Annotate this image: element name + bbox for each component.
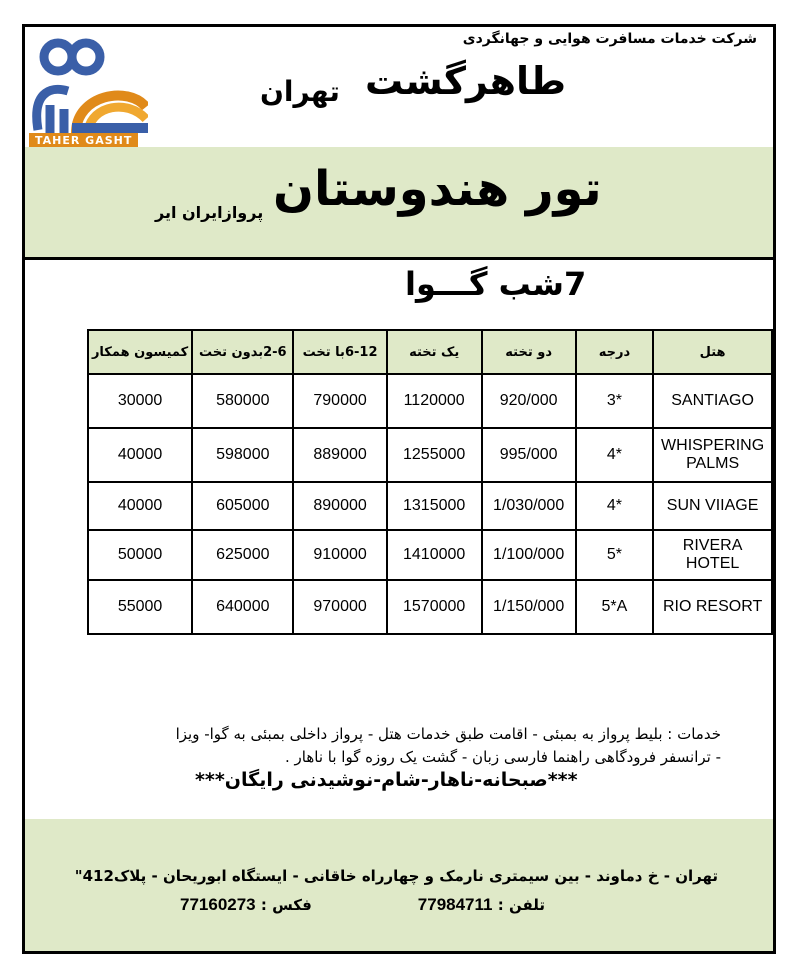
- child-2-6-cell: 625000: [192, 530, 293, 580]
- flyer-frame: [22, 24, 776, 954]
- child-2-6-cell: 598000: [192, 428, 293, 482]
- double-cell: 1/150/000: [482, 580, 576, 634]
- hotel-cell: WHISPERING PALMS: [653, 428, 772, 482]
- child-6-12-cell: 790000: [293, 374, 386, 428]
- single-cell: 1120000: [387, 374, 482, 428]
- table-row: [88, 530, 772, 580]
- hotel-cell: RIVERA HOTEL: [653, 530, 772, 580]
- services-line-1: خدمات : بلیط پرواز به بمبئی - اقامت طبق خدمات هتل - پرواز داخلی بمبئی به گوا- ویزا: [175, 725, 721, 743]
- single-cell: 1410000: [387, 530, 482, 580]
- child-2-6-cell: 580000: [192, 374, 293, 428]
- contact-footer: [25, 819, 773, 951]
- services-list: [81, 723, 721, 769]
- col-child-2-6: 2-6بدون تخت: [192, 330, 293, 374]
- single-cell: 1255000: [387, 428, 482, 482]
- grade-cell: 4*: [576, 428, 654, 482]
- fax-label: فکس :: [260, 896, 312, 914]
- double-cell: 920/000: [482, 374, 576, 428]
- price-table: [87, 329, 773, 635]
- company-name: شرکت خدمات مسافرت هوایی و جهانگردی: [462, 31, 757, 47]
- col-hotel: هتل: [653, 330, 772, 374]
- single-cell: 1570000: [387, 580, 482, 634]
- fax-row: [180, 895, 312, 915]
- commission-cell: 30000: [88, 374, 192, 428]
- tour-title: تور هندوستان: [273, 161, 602, 217]
- agency-city: تهران: [260, 75, 340, 108]
- hotel-cell: SANTIAGO: [653, 374, 772, 428]
- child-6-12-cell: 970000: [293, 580, 386, 634]
- grade-cell: 4*: [576, 482, 654, 530]
- col-grade: درجه: [576, 330, 654, 374]
- table-row: [88, 580, 772, 634]
- address: تهران - خ دماوند - بین سیمتری نارمک و چهارراه خاقانی - ایستگاه ابوریحان - پلاک412": [74, 867, 718, 885]
- col-double: دو تخته: [482, 330, 576, 374]
- taher-gasht-logo-icon: [28, 35, 148, 145]
- airline-label: پروازایران ایر: [155, 203, 264, 222]
- free-meals-note: ***صبحانه-ناهار-شام-نوشیدنی رایگان***: [195, 769, 578, 791]
- hotel-cell: SUN VIIAGE: [653, 482, 772, 530]
- double-cell: 1/030/000: [482, 482, 576, 530]
- col-commission: کمیسون همکار: [88, 330, 192, 374]
- single-cell: 1315000: [387, 482, 482, 530]
- hotel-cell: RIO RESORT: [653, 580, 772, 634]
- commission-cell: 50000: [88, 530, 192, 580]
- phone-label: تلفن :: [497, 896, 545, 914]
- tour-duration: 7شب گـــوا: [405, 265, 587, 303]
- phone-row: [418, 895, 545, 915]
- table-header-row: [88, 330, 772, 374]
- header: [25, 27, 773, 150]
- child-2-6-cell: 640000: [192, 580, 293, 634]
- services-line-2: - ترانسفر فرودگاهی راهنما فارسی زبان - گشت یک روزه گوا با ناهار .: [285, 748, 721, 766]
- commission-cell: 40000: [88, 428, 192, 482]
- logo-text: TAHER GASHT: [29, 133, 138, 148]
- phone-number[interactable]: 77984711: [417, 895, 493, 914]
- table-row: [88, 428, 772, 482]
- agency-name: طاهرگشت: [365, 59, 567, 103]
- col-child-6-12: 6-12با تخت: [293, 330, 386, 374]
- grade-cell: 5*A: [576, 580, 654, 634]
- commission-cell: 40000: [88, 482, 192, 530]
- table-row: [88, 482, 772, 530]
- child-2-6-cell: 605000: [192, 482, 293, 530]
- double-cell: 1/100/000: [482, 530, 576, 580]
- col-single: یک تخته: [387, 330, 482, 374]
- table-row: [88, 374, 772, 428]
- child-6-12-cell: 889000: [293, 428, 386, 482]
- grade-cell: 3*: [576, 374, 654, 428]
- child-6-12-cell: 910000: [293, 530, 386, 580]
- child-6-12-cell: 890000: [293, 482, 386, 530]
- double-cell: 995/000: [482, 428, 576, 482]
- grade-cell: 5*: [576, 530, 654, 580]
- commission-cell: 55000: [88, 580, 192, 634]
- fax-number: 77160273: [180, 895, 256, 914]
- tour-banner: [25, 147, 773, 260]
